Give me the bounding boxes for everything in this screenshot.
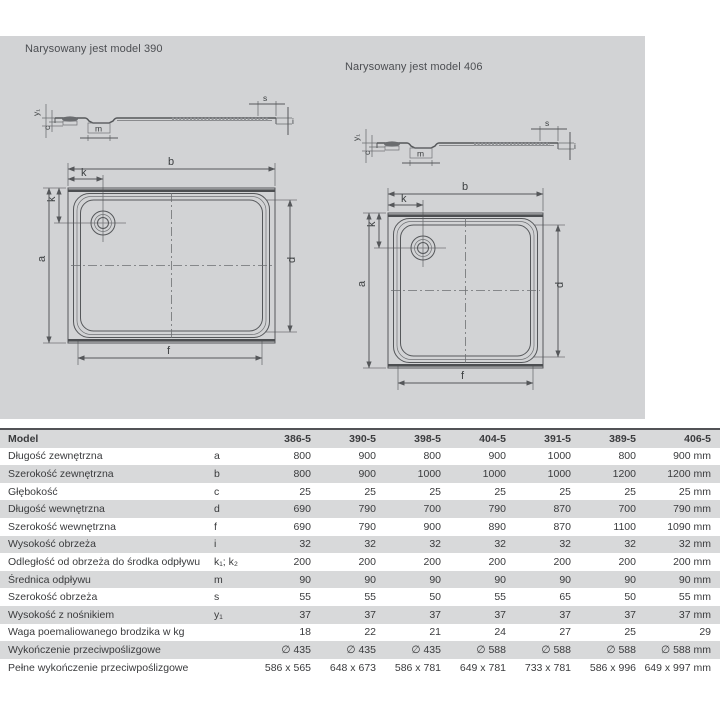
header-col-386-5: 386-5 <box>284 432 311 445</box>
value-cell: 790 mm <box>673 503 711 516</box>
header-col-391-5: 391-5 <box>544 432 571 445</box>
row-symbol: m <box>214 573 223 586</box>
value-cell: 90 <box>429 573 441 586</box>
value-cell: 200 <box>293 555 311 568</box>
plan-view-406 <box>356 181 566 390</box>
spec-table-body <box>0 448 720 677</box>
dim-label-i: i <box>292 116 294 126</box>
value-cell: 25 <box>624 485 636 498</box>
dim-label-c: c <box>362 150 372 155</box>
row-label: Odległość od obrzeża do środka odpływu <box>8 555 201 568</box>
value-cell: 55 <box>364 591 376 604</box>
row-label: Szerokość obrzeża <box>8 591 98 604</box>
dim-label-f: f <box>167 345 171 357</box>
value-cell: 800 <box>423 450 441 463</box>
row-symbol: f <box>214 520 217 533</box>
caption-model-390: Narysowany jest model 390 <box>25 43 163 55</box>
value-cell: 800 <box>293 450 311 463</box>
value-cell: 32 <box>559 538 571 551</box>
value-cell: 1090 mm <box>667 520 711 533</box>
table-row <box>0 571 720 589</box>
dim-label-y1: y₁ <box>351 133 361 141</box>
value-cell: 649 x 781 <box>459 661 506 674</box>
value-cell: 90 <box>364 573 376 586</box>
value-cell: ∅ 435 <box>411 643 441 656</box>
header-model: Model <box>8 432 39 445</box>
value-cell: 200 <box>553 555 571 568</box>
row-symbol: y₁ <box>214 608 223 621</box>
table-row <box>0 518 720 536</box>
dim-label-d: d <box>554 281 566 288</box>
value-cell: 790 <box>358 520 376 533</box>
value-cell: 32 <box>299 538 311 551</box>
side-view-406 <box>351 118 576 166</box>
dim-label-b: b <box>462 181 469 193</box>
value-cell: 870 <box>553 520 571 533</box>
value-cell: 32 <box>429 538 441 551</box>
value-cell: 586 x 781 <box>394 661 441 674</box>
value-cell: 18 <box>299 626 311 639</box>
value-cell: 690 <box>293 503 311 516</box>
value-cell: 25 <box>364 485 376 498</box>
dim-label-y1: y₁ <box>31 108 41 116</box>
value-cell: 790 <box>488 503 506 516</box>
value-cell: 90 <box>299 573 311 586</box>
value-cell: 90 mm <box>678 573 711 586</box>
value-cell: 1100 <box>613 520 636 533</box>
value-cell: 586 x 996 <box>589 661 636 674</box>
value-cell: 32 <box>364 538 376 551</box>
value-cell: 55 <box>299 591 311 604</box>
value-cell: 37 mm <box>678 608 711 621</box>
header-col-389-5: 389-5 <box>609 432 636 445</box>
row-symbol: s <box>214 591 220 604</box>
technical-drawing-406 <box>350 105 620 397</box>
row-label: Długość wewnętrzna <box>8 503 105 516</box>
value-cell: 900 <box>488 450 506 463</box>
dim-label-k-left: k <box>366 221 378 227</box>
value-cell: 50 <box>624 591 636 604</box>
row-label: Wysokość z nośnikiem <box>8 608 115 621</box>
value-cell: 37 <box>494 608 506 621</box>
dim-label-i: i <box>574 141 576 151</box>
table-row <box>0 448 720 466</box>
value-cell: 32 mm <box>678 538 711 551</box>
row-symbol: c <box>214 485 220 498</box>
value-cell: 25 <box>299 485 311 498</box>
row-label: Średnica odpływu <box>8 573 91 586</box>
table-row <box>0 483 720 501</box>
value-cell: 25 <box>494 485 506 498</box>
value-cell: 733 x 781 <box>524 661 571 674</box>
value-cell: 1200 mm <box>667 467 711 480</box>
table-row <box>0 553 720 571</box>
dim-label-s: s <box>263 93 268 103</box>
header-col-406-5: 406-5 <box>684 432 711 445</box>
row-label: Głębokość <box>8 485 58 498</box>
row-symbol: i <box>214 538 217 551</box>
value-cell: 37 <box>559 608 571 621</box>
header-col-404-5: 404-5 <box>479 432 506 445</box>
header-col-390-5: 390-5 <box>349 432 376 445</box>
value-cell: 900 <box>358 467 376 480</box>
dim-label-b: b <box>168 156 175 168</box>
dim-label-d: d <box>286 256 298 263</box>
dim-label-c: c <box>42 125 52 130</box>
value-cell: ∅ 588 <box>606 643 636 656</box>
value-cell: 649 x 997 mm <box>644 661 711 674</box>
table-row <box>0 659 720 677</box>
value-cell: 65 <box>559 591 571 604</box>
technical-drawing-390 <box>30 92 322 374</box>
value-cell: 900 mm <box>673 450 711 463</box>
value-cell: 90 <box>559 573 571 586</box>
value-cell: 1000 <box>482 467 506 480</box>
side-view-390 <box>31 93 294 141</box>
row-label: Szerokość zewnętrzna <box>8 467 114 480</box>
value-cell: 32 <box>624 538 636 551</box>
value-cell: 37 <box>299 608 311 621</box>
row-label: Szerokość wewnętrzna <box>8 520 116 533</box>
value-cell: 200 <box>358 555 376 568</box>
value-cell: 24 <box>494 626 506 639</box>
value-cell: 1000 <box>417 467 441 480</box>
value-cell: 200 <box>423 555 441 568</box>
dim-label-a: a <box>356 280 368 287</box>
value-cell: 55 mm <box>678 591 711 604</box>
dim-label-k-left: k <box>46 196 58 202</box>
table-row <box>0 641 720 659</box>
dim-label-a: a <box>36 255 48 262</box>
value-cell: 200 <box>618 555 636 568</box>
value-cell: 1000 <box>547 467 571 480</box>
value-cell: 900 <box>423 520 441 533</box>
caption-model-406: Narysowany jest model 406 <box>345 61 483 73</box>
value-cell: 648 x 673 <box>329 661 376 674</box>
row-symbol: b <box>214 467 220 480</box>
value-cell: 22 <box>364 626 376 639</box>
row-label: Pełne wykończenie przeciwpoślizgowe <box>8 661 189 674</box>
value-cell: 790 <box>358 503 376 516</box>
header-col-398-5: 398-5 <box>414 432 441 445</box>
value-cell: 1200 <box>612 467 636 480</box>
value-cell: 27 <box>559 626 571 639</box>
row-label: Długość zewnętrzna <box>8 450 103 463</box>
row-symbol: a <box>214 450 220 463</box>
value-cell: 870 <box>553 503 571 516</box>
value-cell: ∅ 435 <box>346 643 376 656</box>
row-label: Waga poemaliowanego brodzika w kg <box>8 626 185 639</box>
value-cell: ∅ 588 <box>541 643 571 656</box>
table-row <box>0 536 720 554</box>
dim-label-m: m <box>95 123 103 134</box>
value-cell: 900 <box>358 450 376 463</box>
table-row <box>0 500 720 518</box>
spec-table <box>0 428 720 676</box>
dim-label-s: s <box>545 118 550 128</box>
table-row <box>0 465 720 483</box>
value-cell: 800 <box>618 450 636 463</box>
table-row <box>0 588 720 606</box>
dim-label-k-top: k <box>401 193 407 205</box>
table-row <box>0 624 720 642</box>
value-cell: 800 <box>293 467 311 480</box>
row-label: Wykończenie przeciwpoślizgowe <box>8 643 161 656</box>
value-cell: 700 <box>423 503 441 516</box>
value-cell: 1000 <box>547 450 571 463</box>
value-cell: ∅ 435 <box>281 643 311 656</box>
value-cell: 25 mm <box>678 485 711 498</box>
value-cell: 50 <box>429 591 441 604</box>
dim-label-m: m <box>417 148 425 159</box>
value-cell: 700 <box>618 503 636 516</box>
value-cell: 586 x 565 <box>264 661 311 674</box>
value-cell: 25 <box>624 626 636 639</box>
value-cell: 29 <box>699 626 711 639</box>
value-cell: 200 <box>488 555 506 568</box>
value-cell: 37 <box>624 608 636 621</box>
row-symbol: d <box>214 503 220 516</box>
value-cell: 90 <box>624 573 636 586</box>
value-cell: 32 <box>494 538 506 551</box>
dim-label-k-top: k <box>81 167 87 179</box>
value-cell: 25 <box>429 485 441 498</box>
value-cell: 21 <box>429 626 441 639</box>
row-symbol: k₁; k₂ <box>214 555 238 568</box>
value-cell: 690 <box>293 520 311 533</box>
value-cell: 200 mm <box>673 555 711 568</box>
value-cell: ∅ 588 <box>476 643 506 656</box>
table-header-row <box>0 430 720 448</box>
plan-view-390 <box>36 156 298 365</box>
value-cell: ∅ 588 mm <box>661 643 711 656</box>
row-label: Wysokość obrzeża <box>8 538 97 551</box>
value-cell: 890 <box>488 520 506 533</box>
value-cell: 55 <box>494 591 506 604</box>
value-cell: 37 <box>429 608 441 621</box>
value-cell: 90 <box>494 573 506 586</box>
dim-label-f: f <box>461 370 465 382</box>
value-cell: 37 <box>364 608 376 621</box>
table-row <box>0 606 720 624</box>
value-cell: 25 <box>559 485 571 498</box>
